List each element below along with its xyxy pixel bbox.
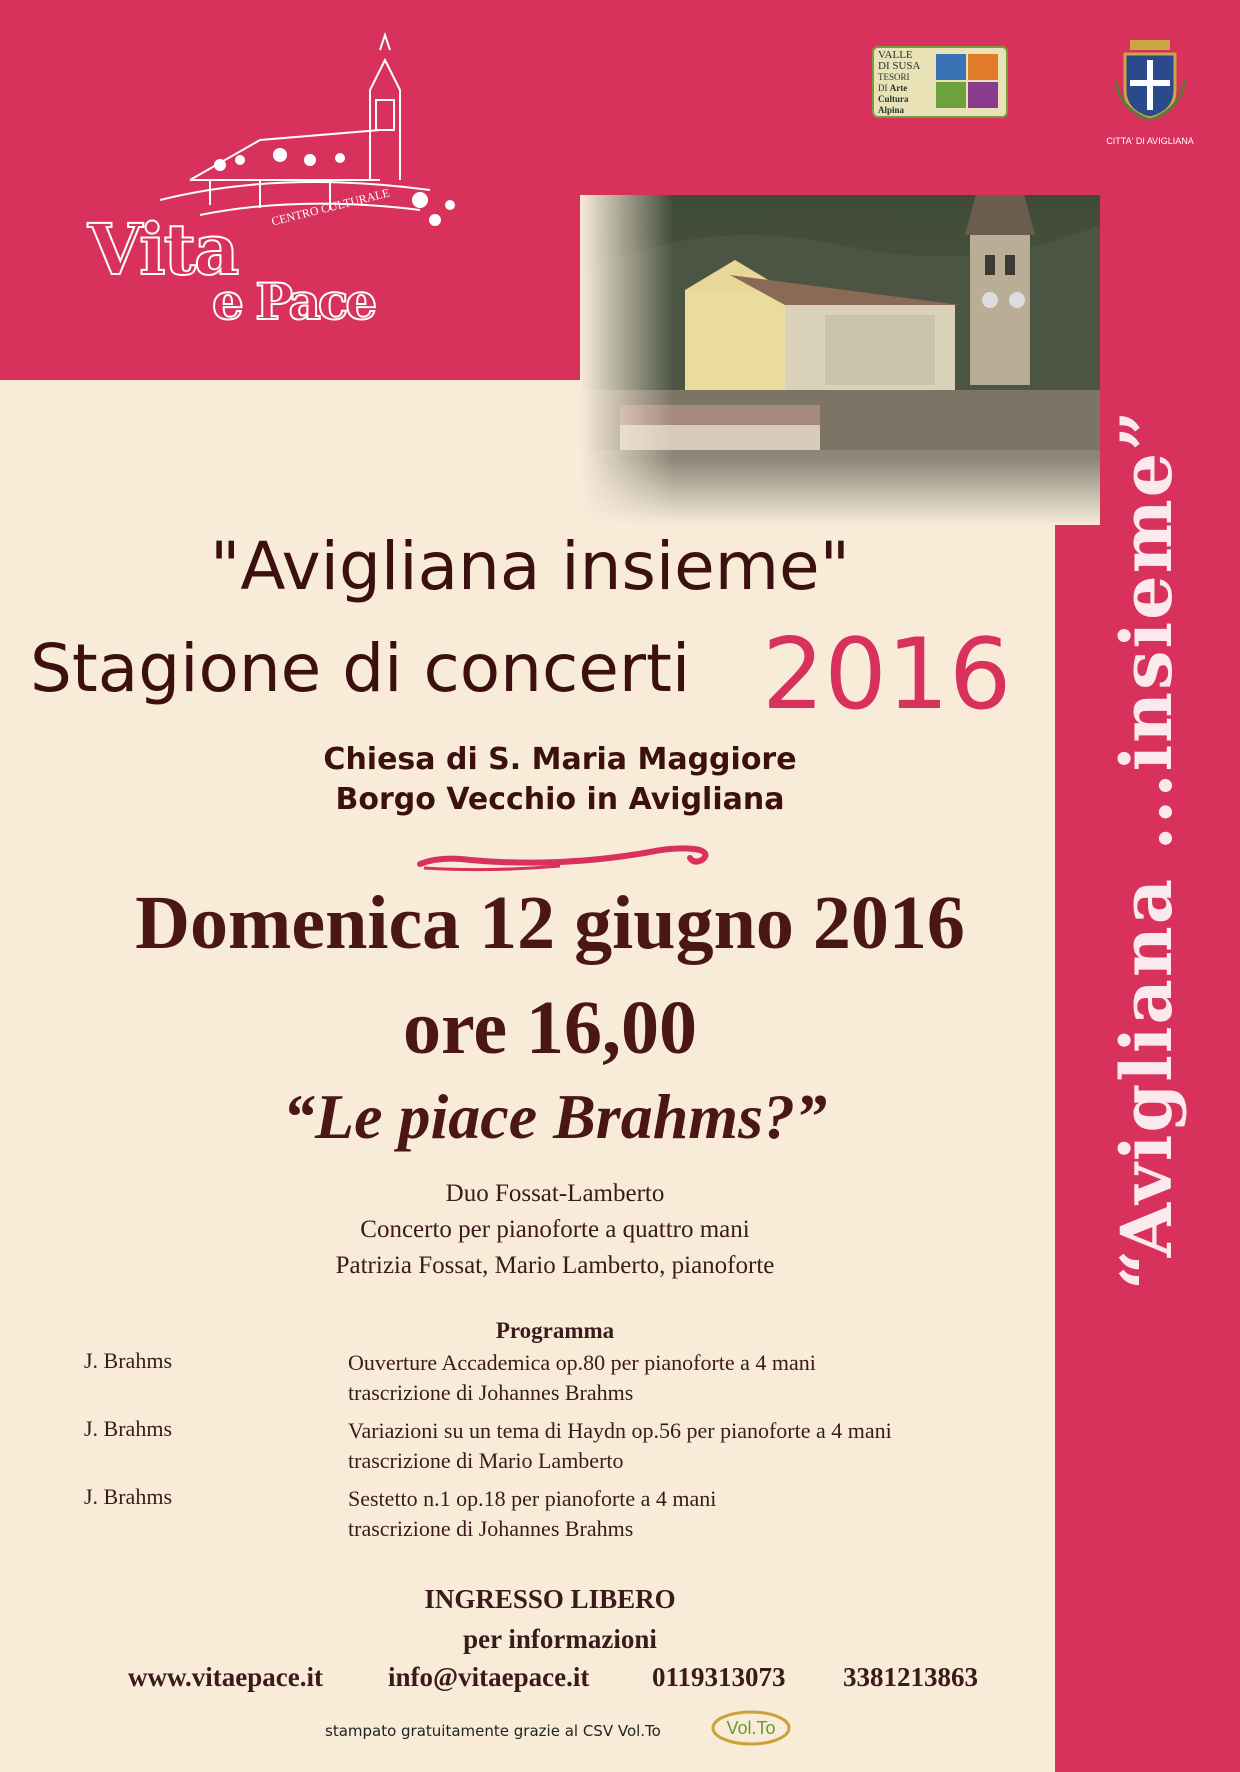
website-link[interactable]: www.vitaepace.it xyxy=(128,1662,323,1692)
svg-text:Vol.To: Vol.To xyxy=(726,1718,776,1738)
email-link[interactable]: info@vitaepace.it xyxy=(388,1662,590,1692)
valle-logo-text: VALLE DI SUSA TESORI DI Arte Cultura Alpina xyxy=(878,49,921,115)
event-date: Domenica 12 giugno 2016 xyxy=(135,881,965,965)
venue-place: Borgo Vecchio in Avigliana xyxy=(335,782,785,817)
valle-logo-icons xyxy=(936,54,1000,110)
logo-tagline: CENTRO CULTURALE xyxy=(269,185,392,229)
performer-line: Duo Fossat-Lamberto xyxy=(445,1180,665,1207)
free-entry: INGRESSO LIBERO xyxy=(424,1584,676,1614)
crest-label: CITTA' DI AVIGLIANA xyxy=(1106,136,1194,146)
printed-note: stampato gratuitamente grazie al CSV Vol.To xyxy=(325,1722,661,1740)
church-photo xyxy=(580,195,1100,525)
season-subtitle: Stagione di concerti xyxy=(30,630,691,707)
event-time: ore 16,00 xyxy=(402,986,698,1070)
info-label: per informazioni xyxy=(463,1624,657,1654)
composer: J. Brahms xyxy=(84,1484,172,1509)
composer: J. Brahms xyxy=(84,1348,172,1373)
phone-2: 3381213863 xyxy=(843,1662,978,1692)
work: Sestetto n.1 op.18 per pianoforte a 4 mani trascrizione di Johannes Brahms xyxy=(348,1486,717,1541)
avigliana-crest-icon xyxy=(1115,40,1185,120)
work: Ouverture Accademica op.80 per pianoforte a 4 mani trascrizione di Johannes Brahms xyxy=(348,1350,816,1405)
event-name: “Le piace Brahms?” xyxy=(283,1081,827,1152)
season-year: 2016 xyxy=(762,618,1012,732)
season-title: "Avigliana insieme" xyxy=(209,528,851,605)
flourish-divider xyxy=(410,842,720,876)
logo-vita-text: Vita xyxy=(88,208,238,291)
venue-name: Chiesa di S. Maria Maggiore xyxy=(323,742,797,777)
valle-di-susa-logo xyxy=(872,46,1008,118)
performer-line: Patrizia Fossat, Mario Lamberto, pianoforte xyxy=(335,1252,775,1279)
logo-pace-text: e Pace xyxy=(212,272,375,331)
volto-logo xyxy=(706,1708,796,1752)
performer-line: Concerto per pianoforte a quattro mani xyxy=(360,1216,750,1243)
phone-1: 0119313073 xyxy=(652,1662,786,1692)
side-banner-text: “Avigliana ...insieme” xyxy=(1105,408,1188,1290)
composer: J. Brahms xyxy=(84,1416,172,1441)
work: Variazioni su un tema di Haydn op.56 per pianoforte a 4 mani trascrizione di Mario Lamberto xyxy=(348,1418,892,1473)
programme-title: Programma xyxy=(495,1318,615,1343)
